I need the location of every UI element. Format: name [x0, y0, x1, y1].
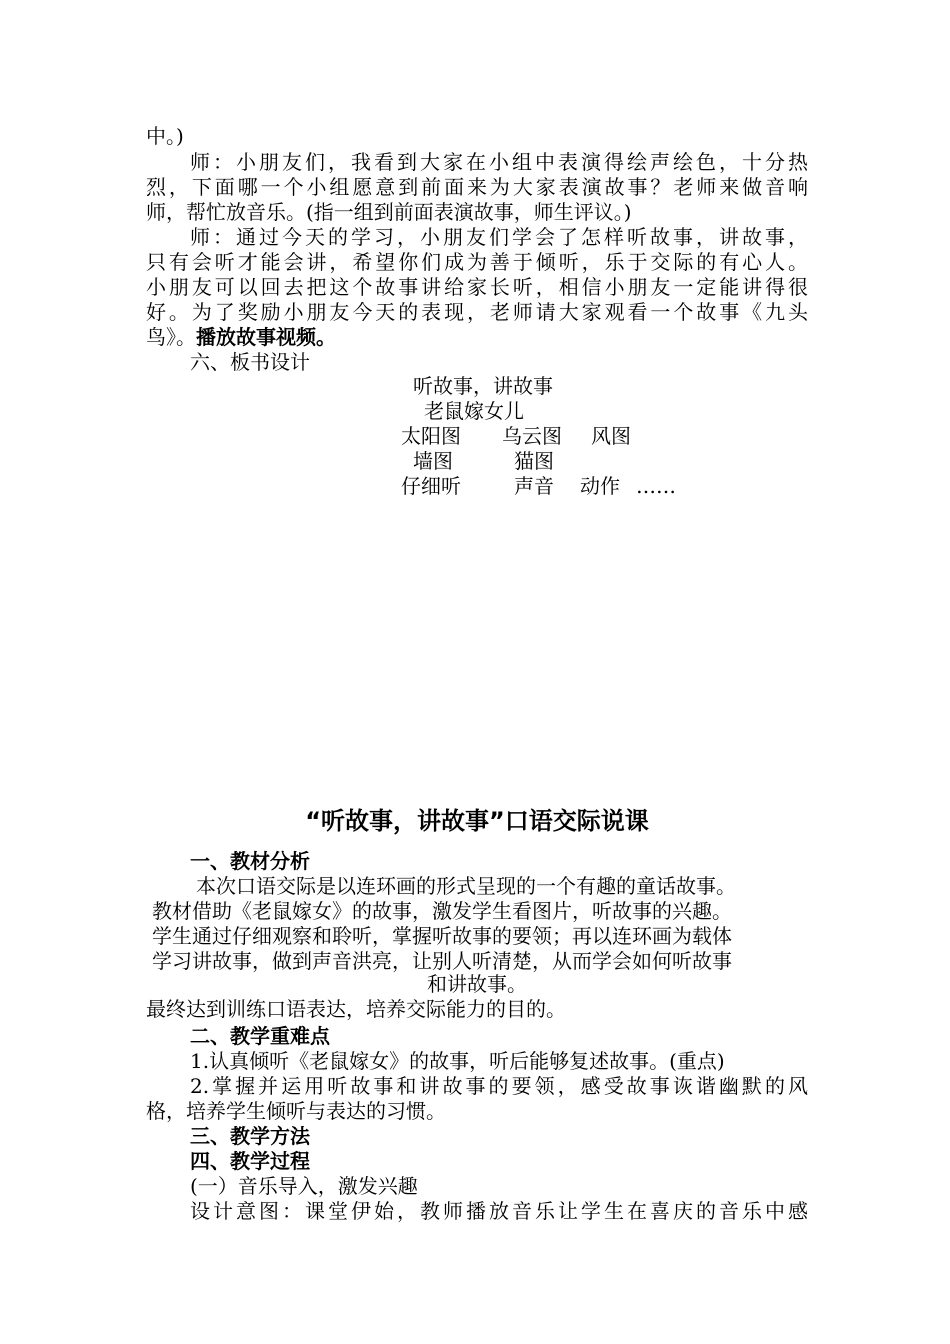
- sub-heading: (一）音乐导入，激发兴趣: [190, 1174, 418, 1198]
- section-heading: 六、板书设计: [190, 350, 310, 374]
- section-heading: 二、教学重难点: [190, 1024, 330, 1048]
- text-line: 最终达到训练口语表达，培养交际能力的目的。: [146, 997, 566, 1021]
- section-heading: 三、教学方法: [190, 1124, 310, 1148]
- text-line: 师，帮忙放音乐。(指一组到前面表演故事，师生评议。): [146, 200, 632, 224]
- text-line: 学生通过仔细观察和聆听，掌握听故事的要领；再以连环画为载体: [152, 924, 732, 948]
- board-item: ……: [636, 474, 676, 498]
- text-line: 只有会听才能会讲，希望你们成为善于倾听，乐于交际的有心人。: [146, 250, 808, 274]
- text-line: 设计意图：课堂伊始，教师播放音乐让学生在喜庆的音乐中感: [190, 1199, 808, 1223]
- board-item: 墙图: [413, 449, 453, 473]
- board-line: 老鼠嫁女儿: [424, 399, 524, 423]
- text-line: 师：小朋友们，我看到大家在小组中表演得绘声绘色，十分热: [190, 150, 808, 174]
- text-line: [146, 325, 808, 349]
- text-line: 学习讲故事，做到声音洪亮，让别人听清楚，从而学会如何听故事: [152, 949, 732, 973]
- board-item: 猫图: [514, 449, 554, 473]
- text-line: 1.认真倾听《老鼠嫁女》的故事，听后能够复述故事。(重点): [190, 1049, 725, 1073]
- board-item: 仔细听: [401, 474, 461, 498]
- board-item: 太阳图: [401, 424, 461, 448]
- text-line: 格，培养学生倾听与表达的习惯。: [146, 1099, 446, 1123]
- board-item: 动作: [580, 474, 620, 498]
- board-item: 声音: [514, 474, 554, 498]
- text-line: 小朋友可以回去把这个故事讲给家长听，相信小朋友一定能讲得很: [146, 275, 808, 299]
- text-line: 和讲故事。: [427, 972, 527, 996]
- board-line: 听故事，讲故事: [413, 374, 553, 398]
- text-line: 好。为了奖励小朋友今天的表现，老师请大家观看一个故事《九头: [146, 300, 808, 324]
- text-line: 教材借助《老鼠嫁女》的故事，激发学生看图片，听故事的兴趣。: [152, 899, 732, 923]
- text-span: 鸟》。: [146, 325, 196, 349]
- text-line: 中。): [146, 124, 184, 148]
- board-item: 风图: [591, 424, 631, 448]
- text-line: 本次口语交际是以连环画的形式呈现的一个有趣的童话故事。: [196, 874, 736, 898]
- text-line: 师：通过今天的学习，小朋友们学会了怎样听故事，讲故事，: [190, 225, 808, 249]
- board-item: 乌云图: [502, 424, 562, 448]
- section-heading: 四、教学过程: [190, 1149, 310, 1173]
- text-line: 2.掌握并运用听故事和讲故事的要领，感受故事诙谐幽默的风: [190, 1074, 808, 1098]
- section-heading: 一、教材分析: [190, 849, 310, 873]
- section-title: “听故事，讲故事”口语交际说课: [305, 807, 649, 835]
- text-line: 烈，下面哪一个小组愿意到前面来为大家表演故事？老师来做音响: [146, 175, 808, 199]
- bold-text: 播放故事视频。: [196, 325, 336, 349]
